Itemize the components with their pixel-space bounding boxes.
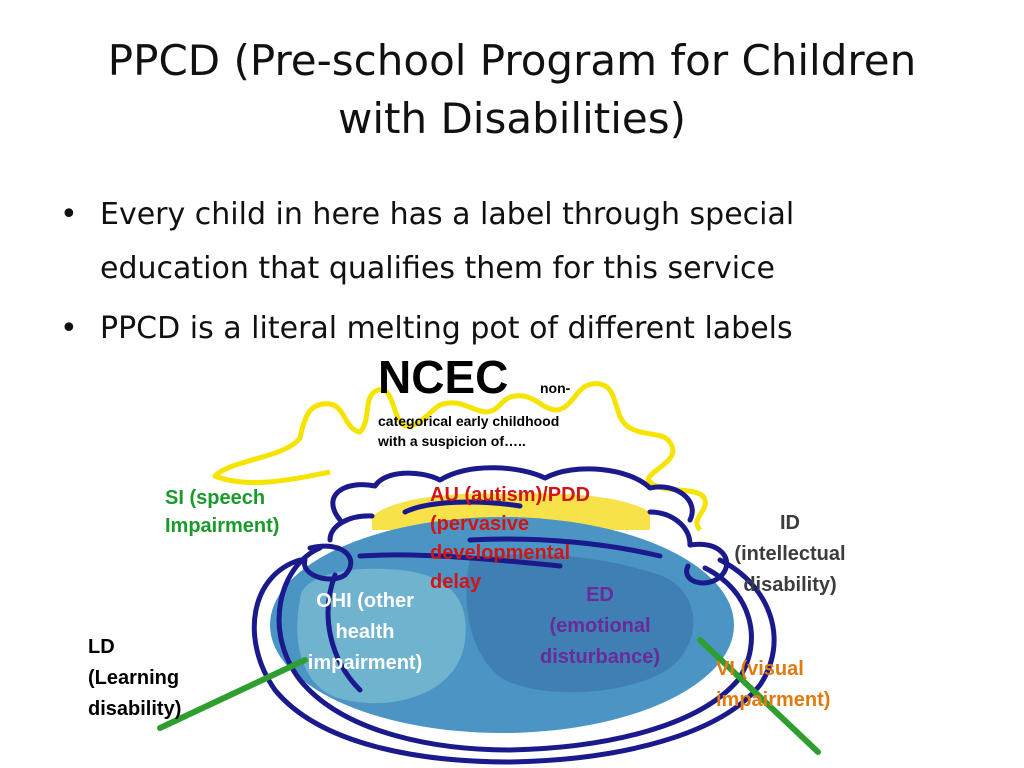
au-label-line-2: (pervasive xyxy=(430,513,529,535)
ld-label-line-1: LD xyxy=(88,636,115,658)
ed-label-line-3: disturbance) xyxy=(539,646,661,668)
vi-label xyxy=(716,654,830,716)
si-label-line-1: SI (speech xyxy=(165,487,266,509)
title-line-1: PPCD (Pre-school Program for Children xyxy=(107,36,917,85)
ncec-subtitle xyxy=(378,411,658,451)
ed-label-line-1: ED xyxy=(586,584,614,606)
id-label-line-3: disability) xyxy=(743,574,837,596)
ed-label xyxy=(505,580,695,673)
bullet-1-line-2: education that qualifies them for this service xyxy=(100,251,775,286)
bullet-2-line-1: PPCD is a literal melting pot of different labels xyxy=(100,311,793,346)
ohi-label-line-2: health xyxy=(335,621,395,643)
au-label-line-4: delay xyxy=(430,571,482,593)
ncec-non-label: non- xyxy=(540,380,571,396)
ohi-label-line-1: OHI (other xyxy=(316,590,414,612)
id-label-line-2: (intellectual xyxy=(734,543,846,565)
ncec-heading: NCEC xyxy=(378,351,509,403)
ncec-subtitle-line-1: categorical early childhood xyxy=(378,413,560,429)
au-label-line-3: developmental xyxy=(430,542,571,564)
bullet-1-line-1: Every child in here has a label through special xyxy=(100,197,795,232)
ld-label-line-2: (Learning xyxy=(88,667,180,689)
vi-label-line-2: impairment) xyxy=(716,689,831,711)
si-label xyxy=(165,484,279,540)
ncec-subtitle-line-2: with a suspicion of….. xyxy=(378,433,526,449)
ed-label-line-2: (emotional xyxy=(549,615,651,637)
id-label-line-1: ID xyxy=(780,512,800,534)
au-label-line-1: AU (autism)/PDD xyxy=(430,484,591,506)
ld-label-line-3: disability) xyxy=(88,698,182,720)
id-label xyxy=(700,508,880,601)
ld-label xyxy=(88,632,181,725)
bullet-icon: • xyxy=(60,311,78,346)
ohi-label xyxy=(272,586,458,679)
title-line-2: with Disabilities) xyxy=(338,94,686,143)
bullet-icon: • xyxy=(60,197,78,232)
si-label-line-2: Impairment) xyxy=(165,515,280,537)
vi-label-line-1: VI (visual xyxy=(716,658,804,680)
ohi-label-line-3: impairment) xyxy=(307,652,423,674)
